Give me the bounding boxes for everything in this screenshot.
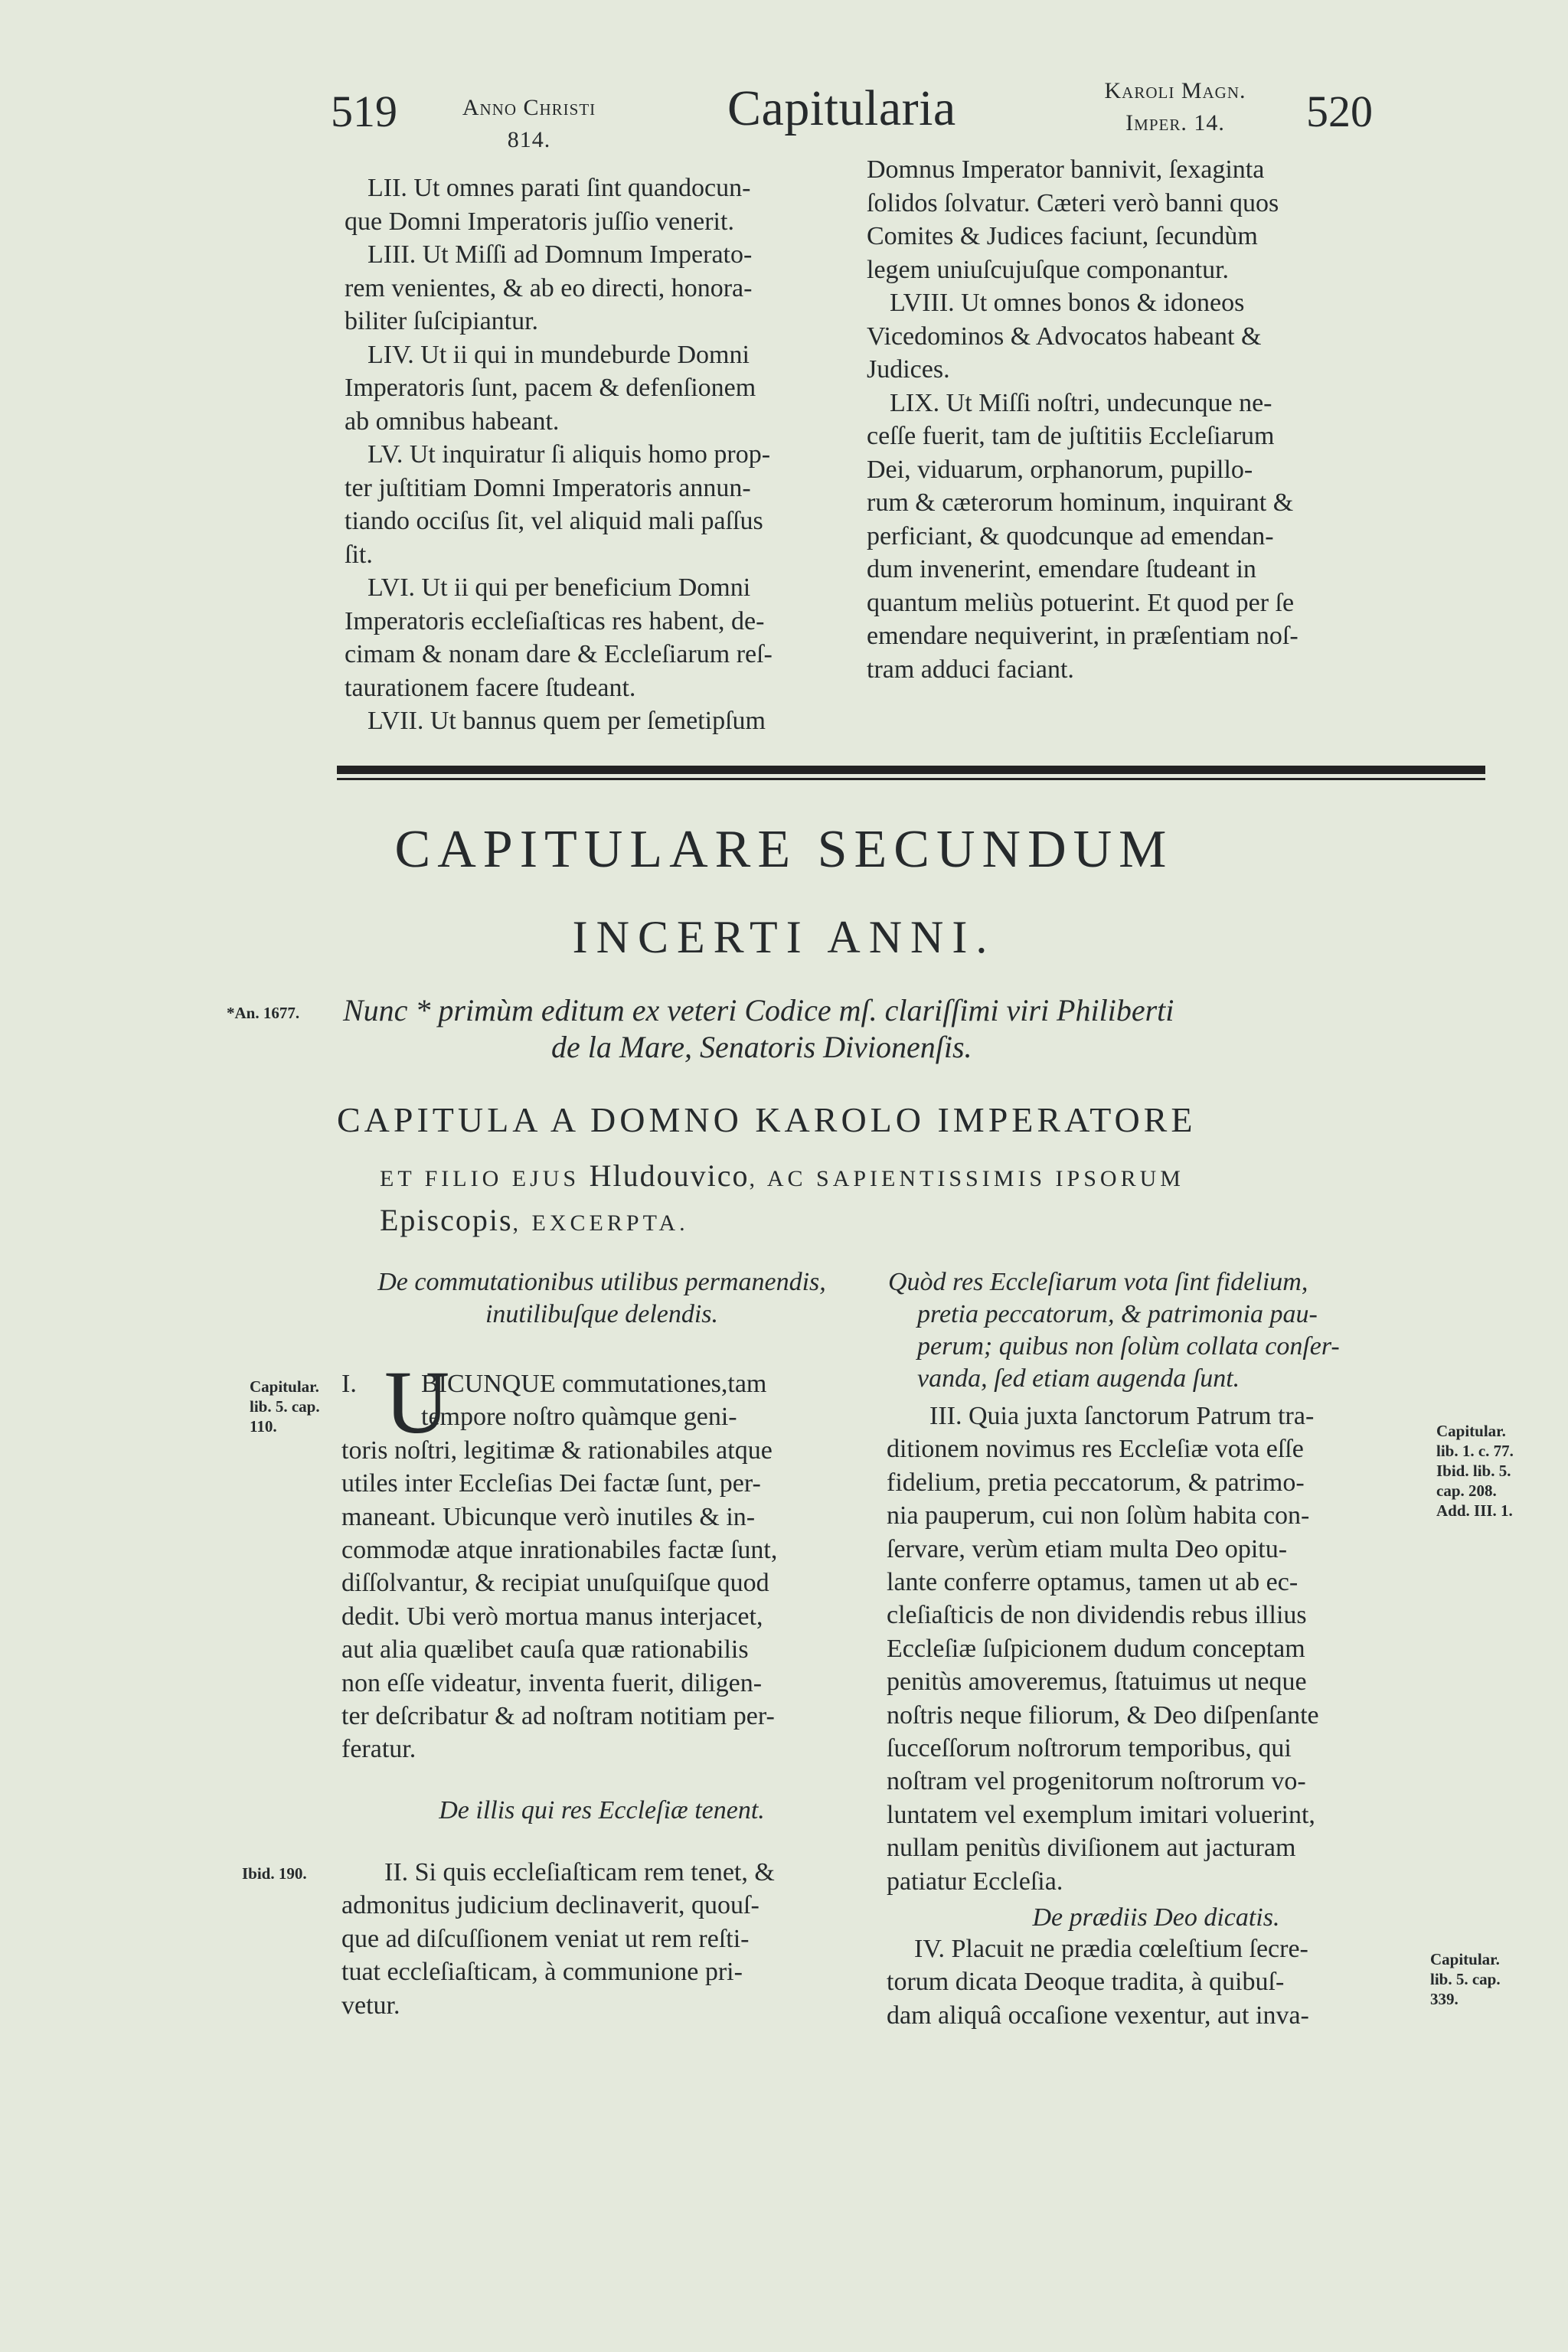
- text-line: Imperatoris ſunt, pacem & defenſionem: [345, 374, 756, 402]
- intro-line: de la Mare, Senatoris Divionenſis.: [551, 1030, 972, 1064]
- text-line: LII. Ut omnes parati ſint quandocun-: [368, 174, 751, 202]
- text-line: luntatem vel exemplum imitari voluerint,: [887, 1800, 1315, 1829]
- heading-line: Quòd res Eccleſiarum vota ſint fidelium,: [888, 1268, 1308, 1296]
- chapter-heading-praediis: De prædiis Deo dicatis.: [1032, 1903, 1280, 1932]
- text-line: lante conferre optamus, tamen ut ab ec-: [887, 1568, 1298, 1597]
- note-line: Capitular.: [1430, 1950, 1500, 1968]
- caps-text: , EXCERPTA.: [512, 1210, 689, 1236]
- text-line: Dei, viduarum, orphanorum, pupillo-: [867, 455, 1253, 484]
- chapter-3-text: [887, 1400, 1423, 1898]
- text-line: utiles inter Eccleſias Dei factæ ſunt, per-: [341, 1469, 761, 1498]
- text-line: rum & cæterorum hominum, inquirant &: [867, 488, 1294, 517]
- text-line: vetur.: [341, 1991, 400, 2020]
- page-number-left: 519: [331, 87, 397, 136]
- text-line: tram adduci faciant.: [867, 655, 1074, 684]
- chapter-heading-res-ecclesiae: De illis qui res Eccleſiæ tenent.: [439, 1796, 765, 1824]
- intro-note: [343, 992, 1415, 1066]
- caps-word-episcopis: Episcopis: [380, 1203, 513, 1237]
- text-line: commodæ atque inrationabiles factæ ſunt,: [341, 1536, 778, 1565]
- header-anno: Anno Christi: [462, 95, 596, 120]
- text-line: taurationem facere ſtudeant.: [345, 673, 636, 702]
- intro-line: Nunc * primùm editum ex veteri Codice mſ. clariſſimi viri Philiberti: [343, 993, 1174, 1027]
- chapter-number: I.: [341, 1370, 357, 1398]
- text-line: ter juſtitiam Domni Imperatoris annun-: [345, 473, 751, 502]
- text-line: patiatur Eccleſia.: [887, 1867, 1063, 1896]
- header-imper: Imper. 14.: [1125, 110, 1225, 136]
- note-line: lib. 5. cap.: [250, 1397, 320, 1416]
- top-left-column: [345, 172, 842, 738]
- text-line: ſervare, verùm etiam multa Deo opitu-: [887, 1534, 1288, 1563]
- text-line: nullam penitùs diviſionem aut jacturam: [887, 1834, 1296, 1863]
- text-line: feratur.: [341, 1735, 416, 1764]
- margin-note-year: *An. 1677.: [227, 1004, 300, 1022]
- text-line: legem uniuſcujuſque componantur.: [867, 255, 1230, 284]
- text-line: BICUNQUE commutationes,tam: [421, 1370, 767, 1398]
- capitula-heading: CAPITULA A DOMNO KAROLO IMPERATORE: [337, 1100, 1197, 1139]
- drop-cap-initial: U: [384, 1352, 450, 1452]
- text-line: non eſſe videatur, inventa fuerit, diligen-: [341, 1668, 763, 1697]
- text-line: Comites & Judices faciunt, ſecundùm: [867, 222, 1258, 250]
- text-line: que Domni Imperatoris juſſio venerit.: [345, 207, 734, 236]
- text-line: tuat eccleſiaſticam, à communione pri-: [341, 1958, 743, 1987]
- text-line: toris noſtri, legitimæ & rationabiles atque: [341, 1436, 773, 1465]
- caps-name-hludouvico: Hludouvico: [589, 1158, 750, 1193]
- header-karoli: [1064, 75, 1286, 139]
- text-line: torum dicata Deoque tradita, à quibuſ-: [887, 1968, 1285, 1997]
- heading-line: inutilibuſque delendis.: [485, 1300, 719, 1328]
- chapter-1-text: [341, 1367, 862, 1766]
- section-rule-thick: [337, 766, 1485, 774]
- heading-line: perum; quibus non ſolùm collata conſer-: [917, 1332, 1340, 1361]
- text-line: cimam & nonam dare & Eccleſiarum reſ-: [345, 640, 773, 668]
- text-line: ſit.: [345, 540, 373, 569]
- text-line: Eccleſiæ ſuſpicionem dudum conceptam: [887, 1634, 1305, 1663]
- text-line: LVI. Ut ii qui per beneficium Domni: [368, 573, 751, 602]
- text-line: Domnus Imperator bannivit, ſexaginta: [867, 155, 1265, 184]
- text-line: cleſiaſticis de non dividendis rebus illius: [887, 1601, 1307, 1630]
- text-line: IV. Placuit ne prædia cœleſtium ſecre-: [914, 1935, 1308, 1963]
- text-line: perficiant, & quodcunque ad emendan-: [867, 521, 1274, 550]
- text-line: III. Quia juxta ſanctorum Patrum tra-: [929, 1402, 1315, 1430]
- text-line: Imperatoris eccleſiaſticas res habent, de-: [345, 606, 765, 635]
- text-line: ab omnibus habeant.: [345, 407, 560, 436]
- note-line: Add. III. 1.: [1436, 1501, 1513, 1520]
- text-line: biliter ſuſcipiantur.: [345, 307, 539, 335]
- section-rule-thin: [337, 778, 1485, 780]
- heading-line: vanda, ſed etiam augenda ſunt.: [917, 1364, 1240, 1393]
- note-line: lib. 1. c. 77.: [1436, 1442, 1514, 1460]
- text-line: emendare nequiverint, in præſentiam noſ-: [867, 622, 1298, 650]
- text-line: diſſolvantur, & recipiat unuſquiſque quod: [341, 1569, 769, 1598]
- text-line: aut alia quælibet cauſa quæ rationabilis: [341, 1635, 749, 1664]
- margin-note-capitular: [250, 1377, 320, 1436]
- text-line: noſtris neque filiorum, & Deo diſpenſante: [887, 1700, 1319, 1730]
- note-line: Capitular.: [250, 1377, 319, 1396]
- text-line: ſucceſſorum noſtrorum temporibus, qui: [887, 1734, 1292, 1763]
- note-line: lib. 5. cap.: [1430, 1970, 1501, 1988]
- note-line: Capitular.: [1436, 1422, 1506, 1440]
- note-line: 110.: [250, 1417, 277, 1436]
- text-line: LV. Ut inquiratur ſi aliquis homo prop-: [368, 440, 771, 469]
- header-anno-christi: [426, 92, 632, 156]
- text-line: fidelium, pretia peccatorum, & patrimo-: [887, 1468, 1305, 1497]
- page-number-right: 520: [1306, 87, 1373, 136]
- note-line: 339.: [1430, 1990, 1459, 2008]
- caps-text: , AC SAPIENTISSIMIS IPSORUM: [749, 1166, 1184, 1191]
- note-line: Ibid. lib. 5.: [1436, 1462, 1511, 1480]
- capitula-subheading-line: [380, 1158, 1184, 1194]
- text-line: admonitus judicium declinaverit, quouſ-: [341, 1891, 760, 1920]
- text-line: Judices.: [867, 355, 950, 384]
- text-line: dedit. Ubi verò mortua manus interjacet,: [341, 1602, 763, 1631]
- text-line: Vicedominos & Advocatos habeant &: [867, 322, 1262, 351]
- text-line: que ad diſcuſſionem veniat ut rem reſti-: [341, 1924, 750, 1953]
- chapter-2-text: [341, 1856, 862, 2022]
- chapter-heading-commutationibus: [341, 1266, 862, 1331]
- heading-line: pretia peccatorum, & patrimonia pau-: [917, 1300, 1318, 1328]
- text-line: noſtram vel progenitorum noſtrorum vo-: [887, 1767, 1306, 1796]
- text-line: LIII. Ut Miſſi ad Domnum Imperato-: [368, 240, 753, 269]
- text-line: ſolidos ſolvatur. Cæteri verò banni quos: [867, 188, 1279, 217]
- top-right-column: [867, 153, 1403, 686]
- note-line: cap. 208.: [1436, 1481, 1497, 1500]
- caps-text: ET FILIO EJUS: [380, 1166, 590, 1191]
- text-line: quantum meliùs potuerint. Et quod per ſe: [867, 588, 1295, 617]
- text-line: ditionem novimus res Eccleſiæ vota eſſe: [887, 1435, 1304, 1464]
- text-line: penitùs amoveremus, ſtatuimus ut neque: [887, 1668, 1307, 1697]
- margin-note-capitular-right: [1436, 1421, 1514, 1521]
- text-line: LVIII. Ut omnes bonos & idoneos: [890, 289, 1245, 317]
- text-line: tempore noſtro quàmque geni-: [421, 1403, 737, 1432]
- margin-note-capitular-right-2: [1430, 1949, 1501, 2009]
- header-karoli-magn: Karoli Magn.: [1104, 78, 1246, 103]
- header-year: 814.: [507, 127, 551, 152]
- text-line: dam aliquâ occaſione vexentur, aut inva-: [887, 2001, 1309, 2030]
- text-line: rem venientes, & ab eo directi, honora-: [345, 273, 753, 302]
- text-line: LIV. Ut ii qui in mundeburde Domni: [368, 340, 750, 369]
- text-line: LVII. Ut bannus quem per ſemetipſum: [368, 707, 766, 735]
- text-line: tiando occiſus ſit, vel aliquid mali paſſus: [345, 507, 763, 535]
- running-title: Capitularia: [727, 80, 956, 136]
- sub-title: INCERTI ANNI.: [572, 912, 996, 962]
- text-line: ceſſe fuerit, tam de juſtitiis Eccleſiarum: [867, 422, 1275, 450]
- text-line: nia pauperum, cui non ſolùm habita con-: [887, 1501, 1310, 1530]
- margin-note-ibid: Ibid. 190.: [242, 1864, 307, 1883]
- chapter-heading-vota-fidelium: [888, 1266, 1424, 1395]
- text-line: II. Si quis eccleſiaſticam rem tenet, &: [384, 1858, 775, 1886]
- chapter-4-text: [887, 1932, 1423, 2032]
- text-line: ter deſcribatur & ad noſtram notitiam per-: [341, 1702, 775, 1731]
- main-title: CAPITULARE SECUNDUM: [394, 820, 1174, 879]
- text-line: dum invenerint, emendare ſtudeant in: [867, 555, 1256, 583]
- heading-line: De commutationibus utilibus permanendis,: [377, 1268, 826, 1296]
- text-line: maneant. Ubicunque verò inutiles & in-: [341, 1502, 756, 1531]
- text-line: LIX. Ut Miſſi noſtri, undecunque ne-: [890, 388, 1272, 417]
- capitula-subheading-line: [380, 1202, 689, 1238]
